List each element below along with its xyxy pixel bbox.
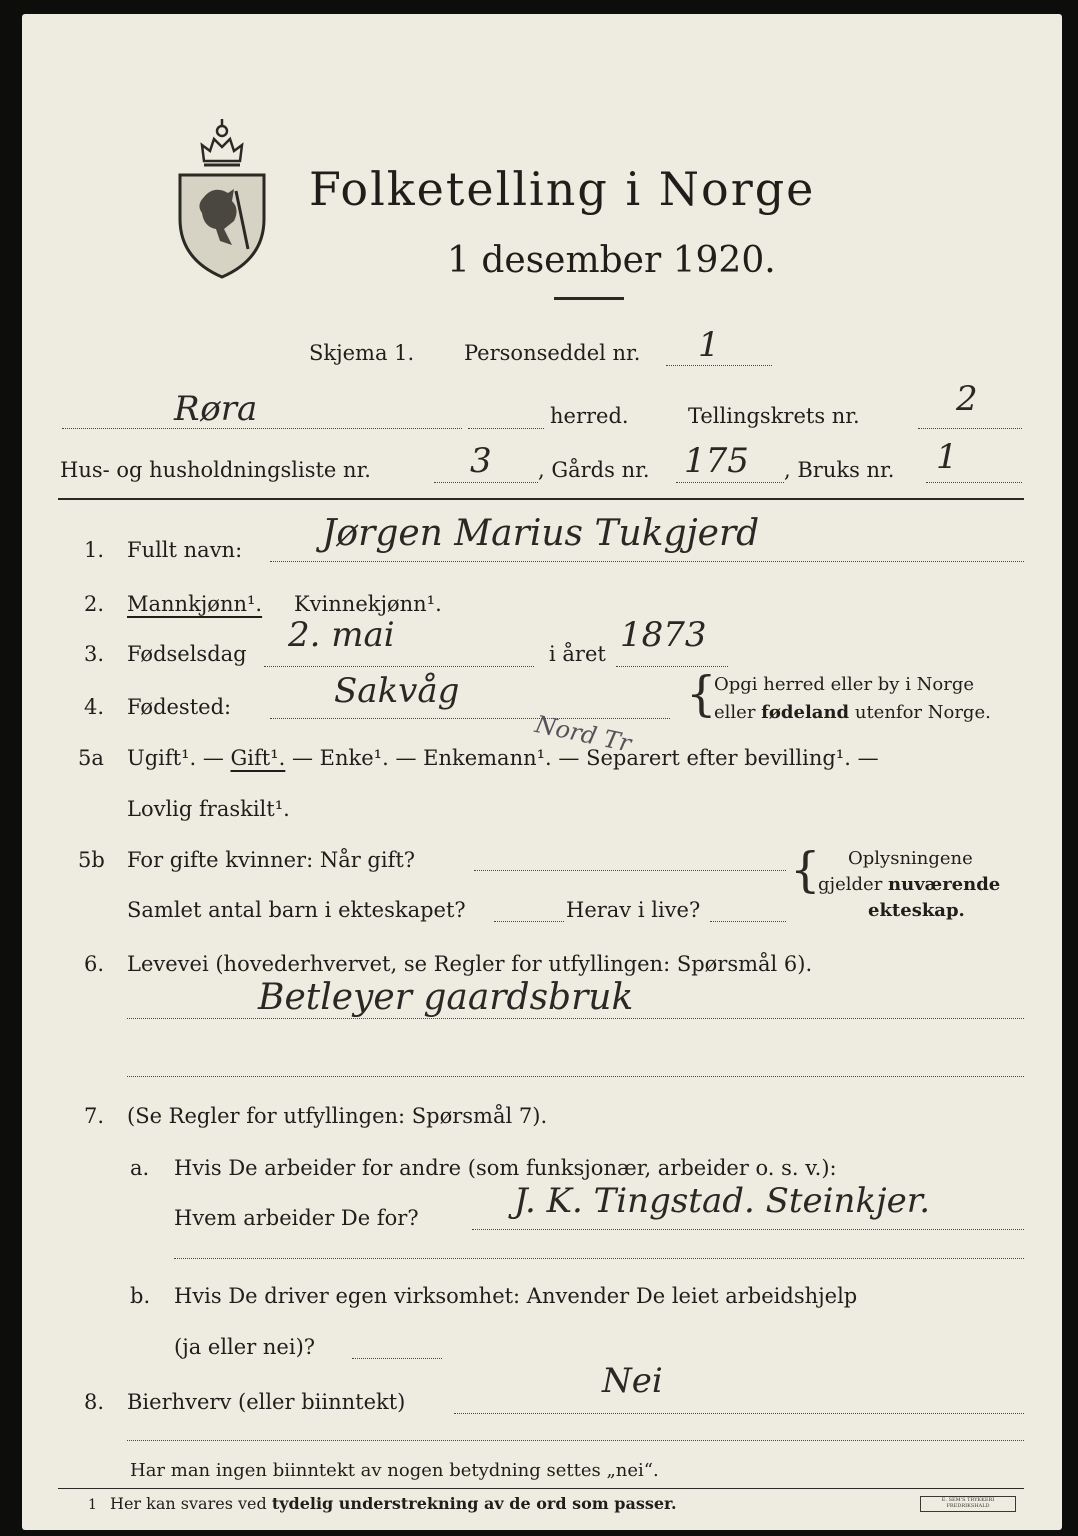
q1-number: 1.	[84, 538, 105, 562]
q5a-number: 5a	[78, 746, 104, 770]
tellingskrets-value: 2	[956, 379, 978, 419]
q1-label: Fullt navn:	[127, 538, 243, 562]
q7a-employer-line	[472, 1229, 1024, 1230]
gards-line	[676, 482, 784, 483]
q5b-note-line2	[818, 876, 1000, 894]
header-divider	[58, 498, 1024, 500]
q4-hint-brace: {	[686, 666, 717, 722]
printer-stamp-line2: FREDRIKSHALD	[946, 1503, 990, 1509]
q5a-dash: —	[196, 746, 231, 770]
q7a-label: Hvis De arbeider for andre (som funksjonær, arbeider o. s. v.):	[174, 1156, 837, 1180]
q4-value: Sakvåg	[334, 671, 460, 711]
husliste-label: Hus- og husholdningsliste nr.	[60, 458, 371, 482]
herred-label: herred.	[550, 404, 629, 428]
schema-label: Skjema 1.	[309, 341, 415, 365]
q6-line-1	[127, 1018, 1024, 1019]
q5a-options	[127, 748, 879, 769]
q8-label: Bierhverv (eller biinntekt)	[127, 1390, 406, 1414]
q4-number: 4.	[84, 695, 105, 719]
q3-label: Fødselsdag	[127, 642, 247, 666]
q6-number: 6.	[84, 952, 105, 976]
footer-divider	[58, 1488, 1024, 1489]
q3-day-value: 2. mai	[288, 615, 395, 655]
q5b-children-line	[494, 921, 564, 922]
q6-label: Levevei (hovederhvervet, se Regler for utfyllingen: Spørsmål 6).	[127, 952, 813, 976]
q7b-line	[352, 1358, 442, 1359]
q4-note-value: Nord Tr	[532, 710, 634, 758]
q8-line-2	[127, 1440, 1024, 1441]
q7-number: 7.	[84, 1104, 105, 1128]
q4-line	[270, 718, 670, 719]
herred-line	[62, 428, 462, 429]
footnote-text-b: tydelig understrekning av de ord som passer.	[271, 1494, 677, 1513]
q4-hint-line2-c: utenfor Norge.	[849, 702, 991, 723]
q1-value: Jørgen Marius Tukgjerd	[322, 513, 760, 554]
q7-label: (Se Regler for utfyllingen: Spørsmål 7).	[127, 1104, 548, 1128]
footnote-text-a: Her kan svares ved	[110, 1494, 272, 1513]
gards-value: 175	[684, 441, 749, 481]
q5b-children-label: Samlet antal barn i ekteskapet?	[127, 898, 466, 922]
q3-year-value: 1873	[620, 615, 707, 655]
gards-label: , Gårds nr.	[538, 458, 650, 482]
q2-male-option: Mannkjønn¹.	[127, 592, 263, 616]
q7a-letter: a.	[130, 1156, 150, 1180]
bruks-line	[926, 482, 1022, 483]
q5b-label: For gifte kvinner: Når gift?	[127, 848, 416, 872]
census-date: 1 desember 1920.	[447, 240, 776, 281]
personseddel-label: Personseddel nr.	[464, 341, 641, 365]
q7a-employer-value: J. K. Tingstad. Steinkjer.	[514, 1181, 931, 1221]
q3-day-line	[264, 666, 534, 667]
footer-note: Har man ingen biinntekt av nogen betydning settes „nei“.	[130, 1460, 659, 1481]
printer-stamp-line1: E. SEM'S TRYKKERI	[941, 1497, 995, 1503]
q5b-note-line2a: gjelder	[818, 874, 889, 895]
bruks-value: 1	[936, 437, 958, 477]
q5b-note-line2b: nuværende	[888, 874, 1001, 895]
q4-hint-line2-b: fødeland	[761, 702, 850, 723]
q5b-note-brace: {	[790, 842, 821, 898]
q5a-other-options: — Enke¹. — Enkemann¹. — Separert efter bevilling¹. —	[285, 746, 879, 770]
tellingskrets-line	[918, 428, 1022, 429]
herred-line-2	[468, 428, 544, 429]
q1-line	[270, 561, 1024, 562]
q7b-letter: b.	[130, 1284, 151, 1308]
personseddel-line	[666, 365, 772, 366]
q5b-number: 5b	[78, 848, 105, 872]
norwegian-coat-of-arms-icon	[174, 109, 270, 281]
q4-hint-line1: Opgi herred eller by i Norge	[714, 674, 975, 695]
husliste-value: 3	[470, 441, 492, 481]
q7b-label: Hvis De driver egen virksomhet: Anvender De leiet arbeidshjelp	[174, 1284, 858, 1308]
q5a-ugift-option: Ugift¹.	[127, 746, 197, 770]
herred-value: Røra	[174, 389, 258, 429]
bruks-label: , Bruks nr.	[784, 458, 895, 482]
q5b-alive-line	[710, 921, 786, 922]
form-title: Folketelling i Norge	[309, 162, 816, 216]
title-divider	[554, 297, 624, 300]
q6-value: Betleyer gaardsbruk	[258, 977, 634, 1018]
tellingskrets-label: Tellingskrets nr.	[688, 404, 860, 428]
q3-number: 3.	[84, 642, 105, 666]
q8-number: 8.	[84, 1390, 105, 1414]
q5b-note-line1: Oplysningene	[848, 848, 973, 869]
q5b-note-line3: ekteskap.	[868, 900, 965, 921]
q8-line	[454, 1413, 1024, 1414]
q8-value: Nei	[602, 1361, 663, 1401]
q6-line-2	[127, 1076, 1024, 1077]
q2-female-option: Kvinnekjønn¹.	[294, 592, 442, 616]
q5b-alive-label: Herav i live?	[566, 898, 701, 922]
q2-number: 2.	[84, 592, 105, 616]
footnote-number: 1	[88, 1497, 97, 1513]
husliste-line	[434, 482, 538, 483]
q7a-line-2	[174, 1258, 1024, 1259]
q7b-label2: (ja eller nei)?	[174, 1335, 316, 1359]
printer-stamp	[920, 1496, 1016, 1512]
q7a-employer-label: Hvem arbeider De for?	[174, 1206, 419, 1230]
q5b-when-line	[474, 870, 786, 871]
personseddel-value: 1	[698, 325, 720, 365]
q4-label: Fødested:	[127, 695, 232, 719]
q4-hint-line2	[714, 704, 991, 722]
census-form-page	[22, 14, 1062, 1530]
q4-hint-line2-a: eller	[714, 702, 762, 723]
q5a-line2: Lovlig fraskilt¹.	[127, 797, 290, 821]
q5a-gift-option: Gift¹.	[230, 746, 286, 770]
q3-year-label: i året	[549, 642, 606, 666]
footnote-text	[110, 1496, 677, 1512]
